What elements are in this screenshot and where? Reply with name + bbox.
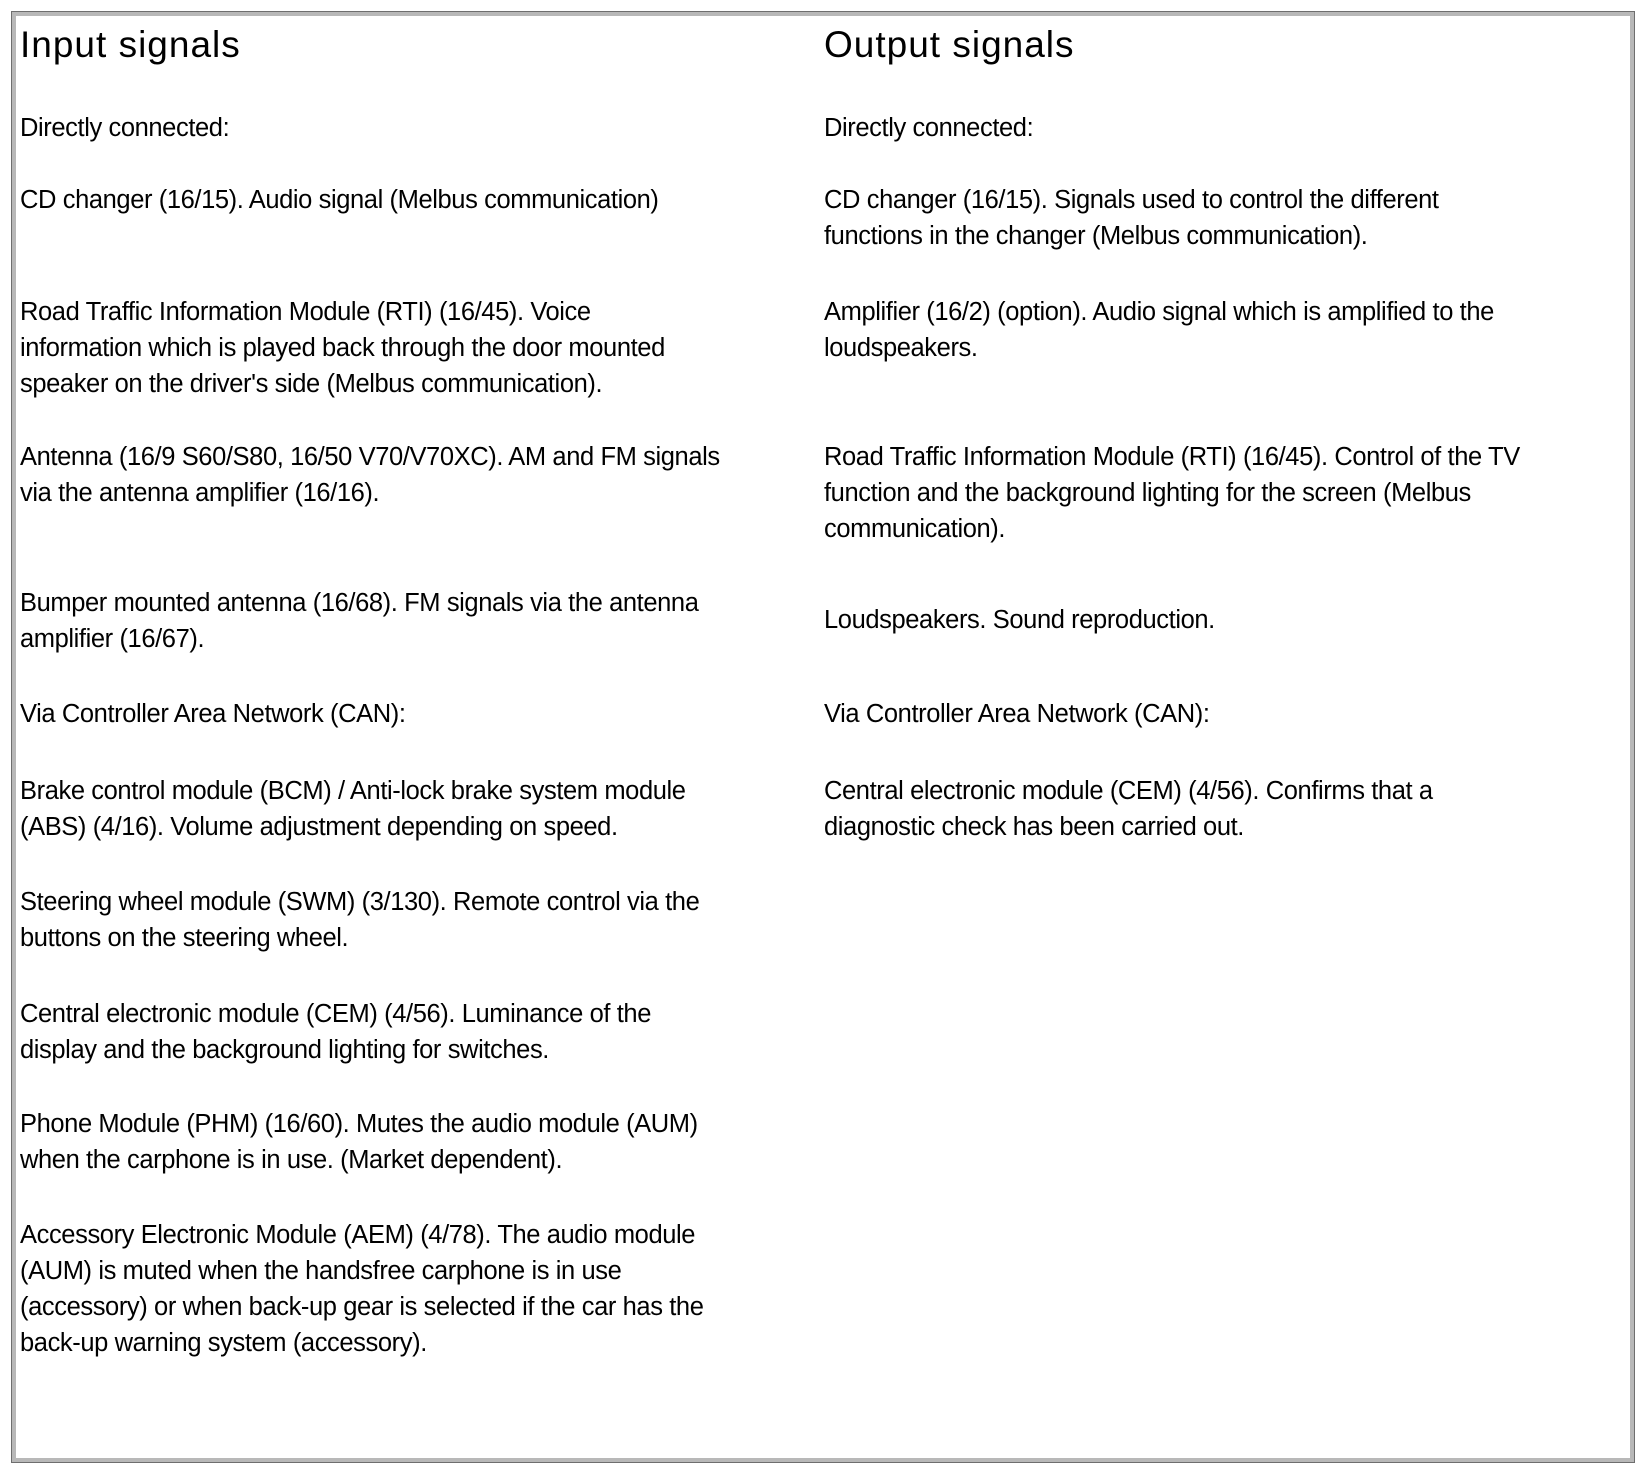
input-item-swm: Steering wheel module (SWM) (3/130). Remote control via the buttons on the steering wheel. — [20, 888, 700, 952]
input-directly-connected-label: Directly connected: — [20, 114, 230, 142]
signals-table — [12, 12, 1634, 1462]
output-item-cd-changer: CD changer (16/15). Signals used to control the different functions in the changer (Melbus communication). — [824, 186, 1439, 250]
input-can-label: Via Controller Area Network (CAN): — [20, 700, 406, 728]
output-item-rti: Road Traffic Information Module (RTI) (16/45). Control of the TV function and the background lighting for the screen (Melbus communication). — [824, 443, 1520, 543]
input-item-aem: Accessory Electronic Module (AEM) (4/78). The audio module (AUM) is muted when the handsfree carphone is in use (accessory) or when back-up gear is selected if the car has the back-up warning system (accessory). — [20, 1221, 704, 1357]
input-item-cem: Central electronic module (CEM) (4/56). Luminance of the display and the background lighting for switches. — [20, 1000, 651, 1064]
output-item-amplifier: Amplifier (16/2) (option). Audio signal which is amplified to the loudspeakers. — [824, 298, 1494, 362]
input-item-antenna: Antenna (16/9 S60/S80, 16/50 V70/V70XC). AM and FM signals via the antenna amplifier (16/16). — [20, 443, 720, 507]
output-can-label: Via Controller Area Network (CAN): — [824, 700, 1210, 728]
input-item-rti: Road Traffic Information Module (RTI) (16/45). Voice information which is played back through the door mounted speaker on the driver's side (Melbus communication). — [20, 298, 665, 398]
input-item-phm: Phone Module (PHM) (16/60). Mutes the audio module (AUM) when the carphone is in use. (Market dependent). — [20, 1110, 698, 1174]
input-signals-heading: Input signals — [20, 24, 241, 65]
output-item-cem: Central electronic module (CEM) (4/56). Confirms that a diagnostic check has been carried out. — [824, 777, 1433, 841]
output-signals-heading: Output signals — [824, 24, 1075, 65]
input-item-bumper-antenna: Bumper mounted antenna (16/68). FM signals via the antenna amplifier (16/67). — [20, 589, 699, 653]
output-directly-connected-label: Directly connected: — [824, 114, 1034, 142]
output-item-loudspeakers: Loudspeakers. Sound reproduction. — [824, 606, 1215, 634]
input-item-bcm-abs: Brake control module (BCM) / Anti-lock brake system module (ABS) (4/16). Volume adjustment depending on speed. — [20, 777, 686, 841]
input-item-cd-changer: CD changer (16/15). Audio signal (Melbus communication) — [20, 186, 659, 214]
